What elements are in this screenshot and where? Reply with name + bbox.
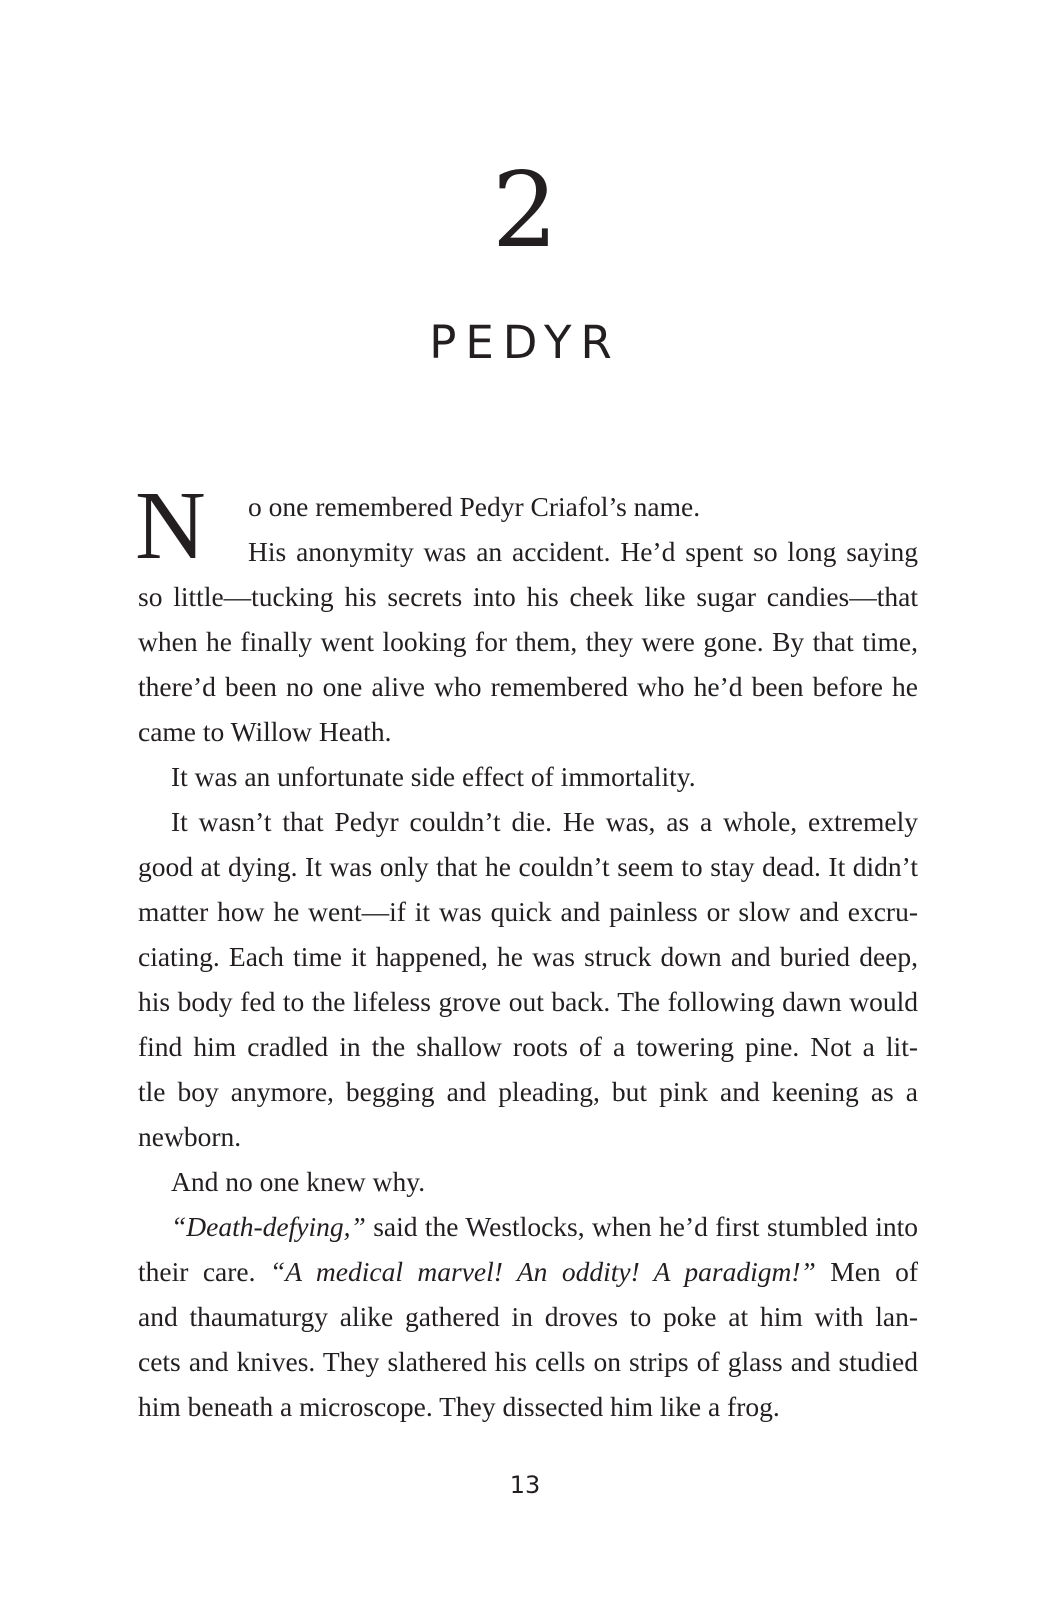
text-run: Men of [830, 1256, 918, 1287]
text-run: It was an unfortunate side effect of immortality. [171, 761, 696, 792]
text-run: when he finally went looking for them, they were gone. By that time, [138, 626, 918, 657]
text-run: find him cradled in the shallow roots of a towering pine. Not a lit- [138, 1031, 918, 1062]
text-line [138, 1204, 918, 1249]
text-line [138, 1294, 918, 1339]
text-run: so little—tucking his secrets into his cheek like sugar candies—that [138, 581, 918, 612]
text-run: newborn. [138, 1121, 242, 1152]
text-run: It wasn’t that Pedyr couldn’t die. He was, as a whole, extremely [171, 806, 918, 837]
text-line [138, 979, 918, 1024]
text-run: there’d been no one alive who remembered who he’d been before he [138, 671, 918, 702]
italic-text: “Death-defying,” [171, 1211, 366, 1242]
text-run: o one remembered Pedyr Criafol’s name. [248, 491, 701, 522]
chapter-number: 2 [491, 149, 559, 271]
text-run: said the Westlocks, when he’d first stumbled into [365, 1211, 918, 1242]
text-line [138, 934, 918, 979]
text-run: came to Willow Heath. [138, 716, 392, 747]
page-number: 13 [509, 1471, 541, 1499]
text-run: tle boy anymore, begging and pleading, but pink and keening as a [138, 1076, 918, 1107]
text-run: ciating. Each time it happened, he was struck down and buried deep, [138, 941, 918, 972]
text-run: their care. [138, 1256, 270, 1287]
text-line [138, 529, 918, 574]
text-run: and thaumaturgy alike gathered in droves to poke at him with lan- [138, 1301, 918, 1332]
text-line [138, 664, 918, 709]
text-line [138, 844, 918, 889]
text-line [138, 1249, 918, 1294]
text-line [138, 574, 918, 619]
text-line [138, 889, 918, 934]
text-run: good at dying. It was only that he couldn’t seem to stay dead. It didn’t [138, 851, 918, 882]
drop-cap: N [135, 472, 206, 580]
text-run: cets and knives. They slathered his cells on strips of glass and studied [138, 1346, 918, 1377]
text-line [138, 484, 918, 529]
text-line [138, 1339, 918, 1384]
text-run: matter how he went—if it was quick and painless or slow and excru- [138, 896, 918, 927]
text-line [138, 1069, 918, 1114]
body-text [135, 472, 918, 1429]
text-line [138, 1384, 918, 1429]
text-line [138, 619, 918, 664]
text-line [138, 709, 918, 754]
text-line [138, 1114, 918, 1159]
text-line [138, 1159, 918, 1204]
chapter-title: PEDYR [429, 316, 621, 369]
text-line [138, 799, 918, 844]
text-line [138, 754, 918, 799]
text-run: His anonymity was an accident. He’d spent so long saying [248, 536, 918, 567]
text-line [138, 1024, 918, 1069]
text-run: his body fed to the lifeless grove out back. The following dawn would [138, 986, 918, 1017]
text-run: And no one knew why. [171, 1166, 426, 1197]
text-run: him beneath a microscope. They dissected him like a frog. [138, 1391, 780, 1422]
italic-text: “A medical marvel! An oddity! A paradigm!” [269, 1256, 816, 1287]
